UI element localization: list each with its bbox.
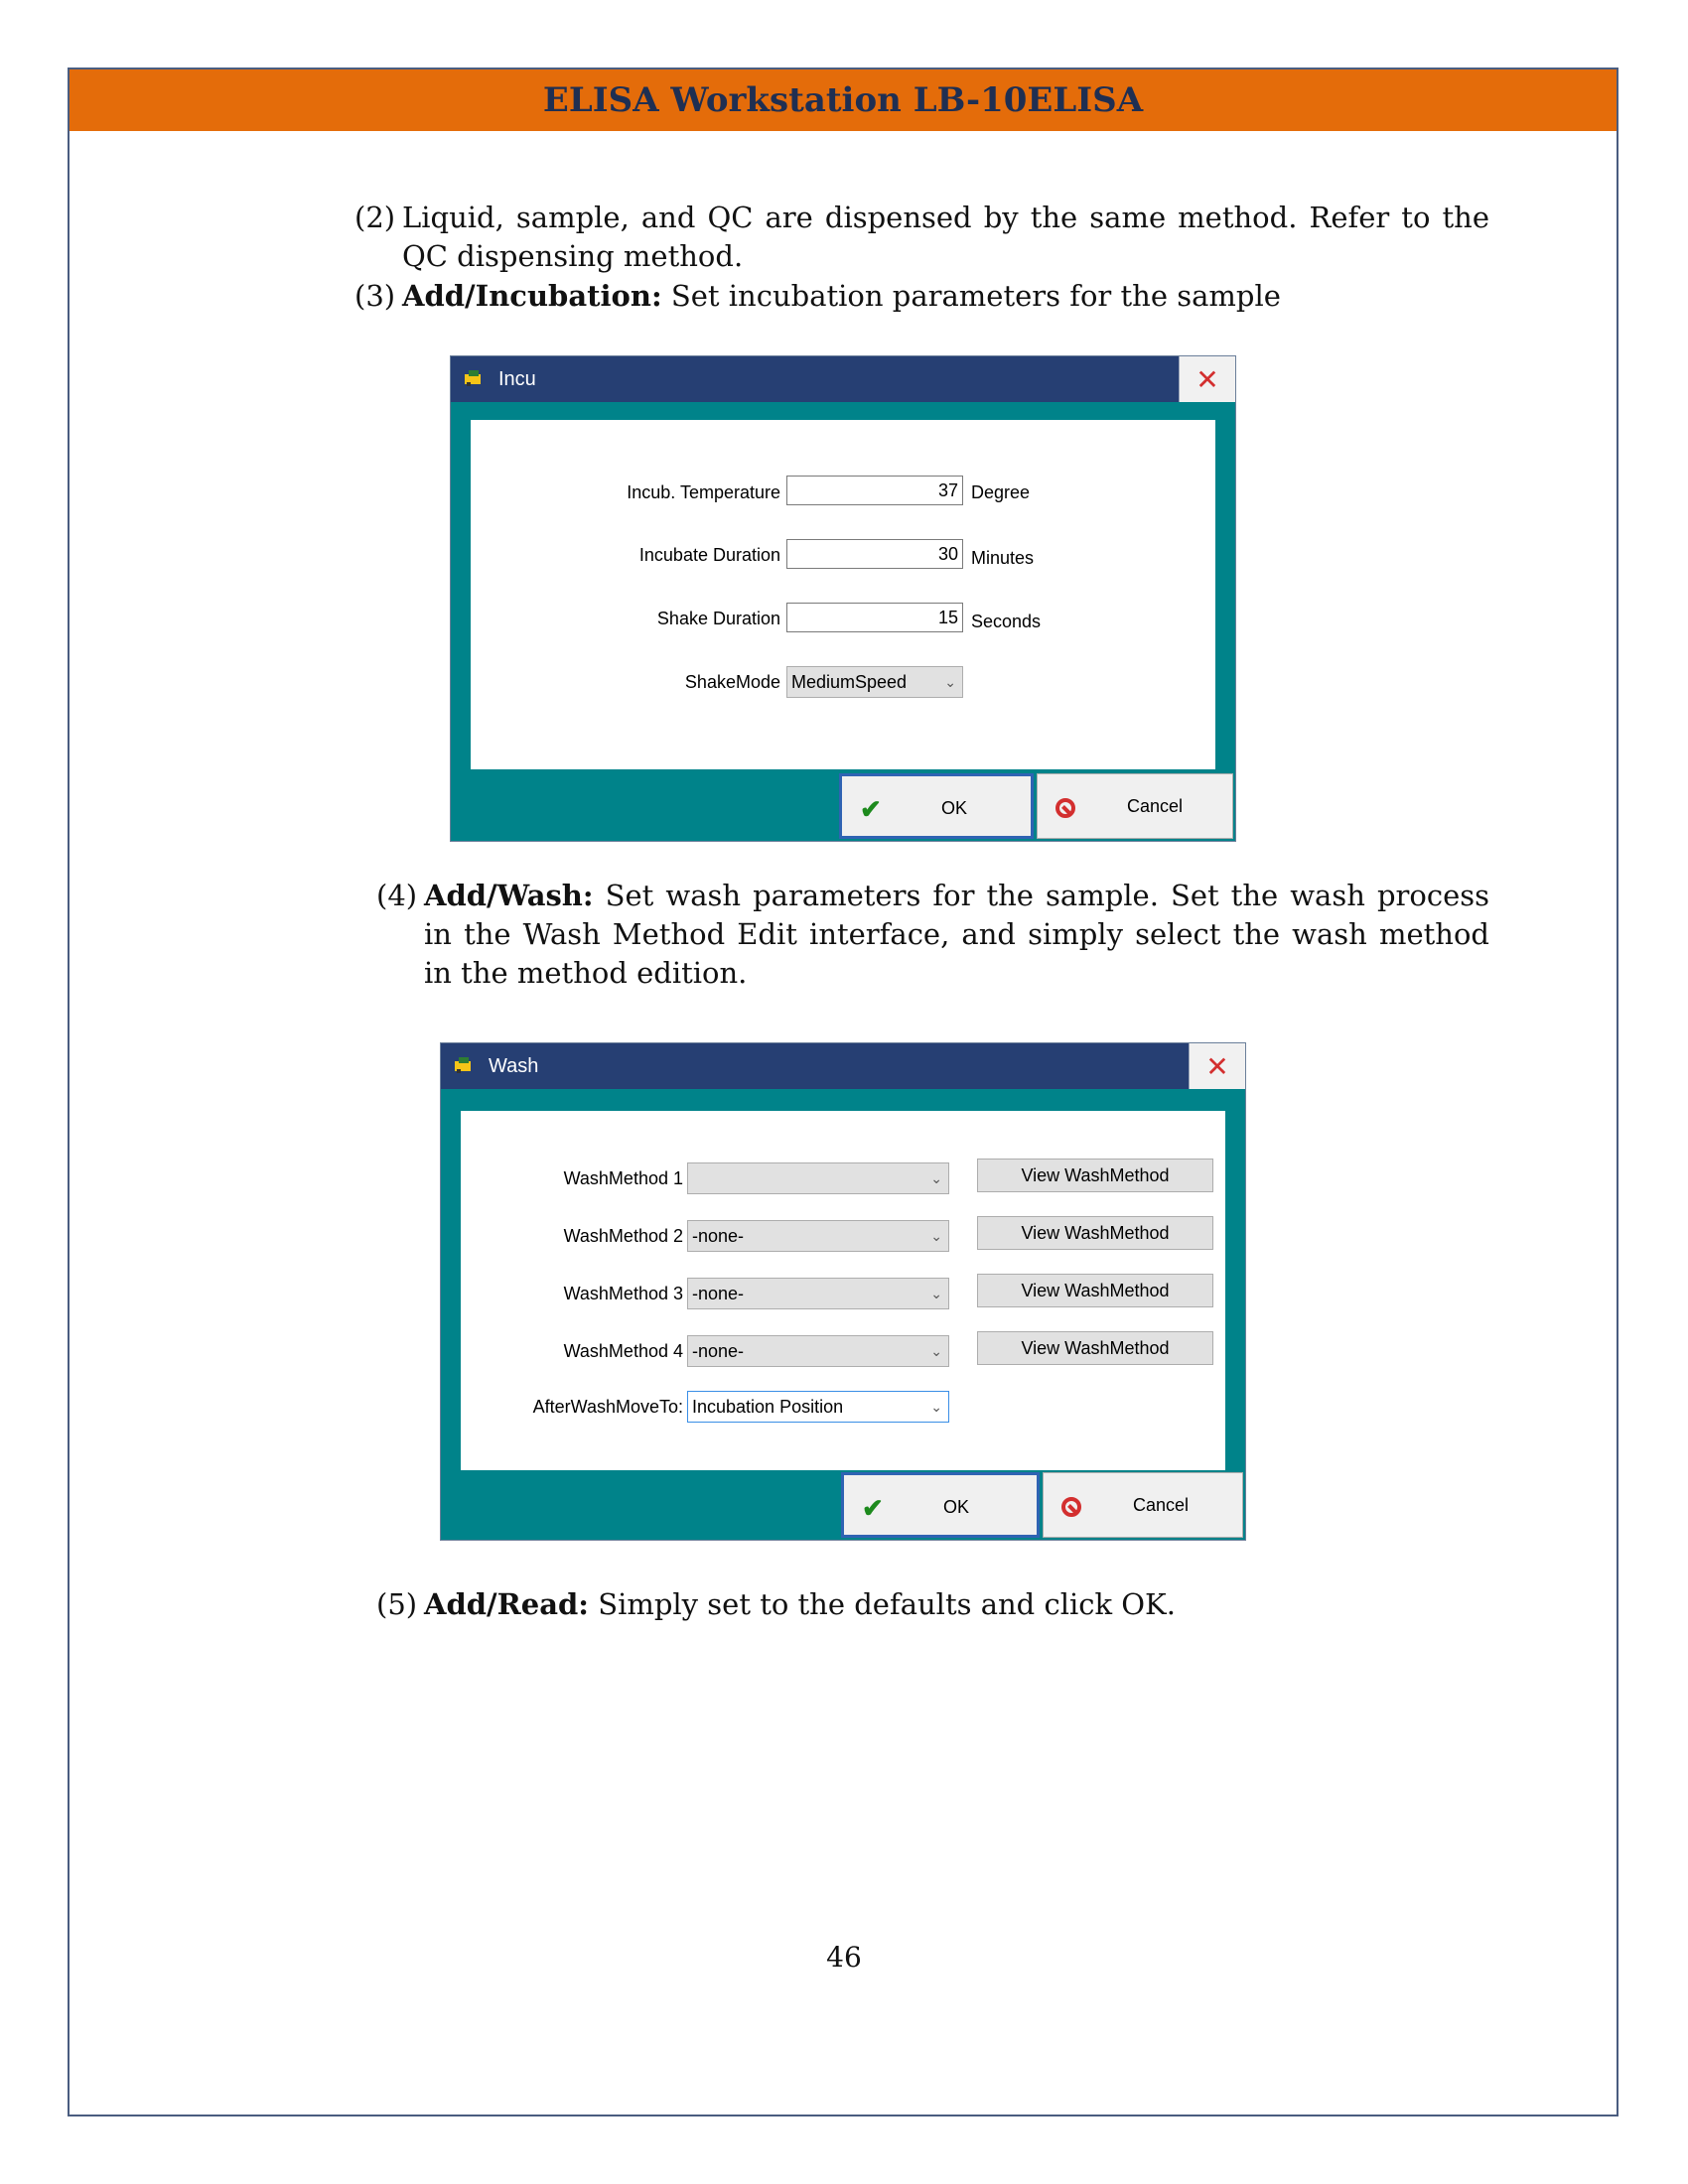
wash-method-2-select[interactable]	[687, 1220, 949, 1252]
checkmark-icon: ✔	[862, 1493, 884, 1523]
shake-mode-select[interactable]	[786, 666, 963, 698]
step-number: (3)	[354, 279, 396, 313]
close-button[interactable]	[1179, 356, 1235, 402]
shake-duration-input[interactable]: 15	[786, 603, 963, 632]
close-icon: ✕	[1205, 1050, 1229, 1082]
step-heading: Add/Wash:	[424, 879, 594, 912]
close-icon: ✕	[1196, 363, 1219, 395]
chevron-down-icon: ⌄	[944, 674, 956, 690]
unit-label: Degree	[971, 482, 1031, 502]
step-4	[376, 877, 1489, 993]
step-5	[376, 1585, 1489, 1624]
checkmark-icon: ✔	[860, 794, 882, 824]
step-number: (4)	[376, 879, 418, 912]
wash-dialog	[440, 1042, 1246, 1541]
chevron-down-icon: ⌄	[930, 1399, 942, 1415]
step-number: (5)	[376, 1587, 418, 1621]
step-text: Simply set to the defaults and click OK.	[588, 1587, 1176, 1621]
chevron-down-icon: ⌄	[930, 1170, 942, 1186]
field-label-shake-duration: Shake Duration	[656, 609, 780, 628]
step-heading: Add/Incubation:	[402, 279, 662, 313]
close-button[interactable]	[1189, 1043, 1245, 1089]
select-value: MediumSpeed	[791, 672, 908, 692]
unit-label: Seconds	[971, 612, 1042, 631]
temperature-input[interactable]: 37	[786, 476, 963, 505]
cancel-icon	[1061, 1493, 1081, 1524]
dialog-title: Wash	[489, 1055, 539, 1077]
select-value: Incubation Position	[692, 1397, 844, 1417]
unit-label: Minutes	[971, 548, 1035, 568]
dialog-title: Incu	[498, 368, 536, 390]
step-number: (2)	[354, 201, 396, 234]
header-title: ELISA Workstation LB-10ELISA	[542, 80, 1144, 120]
ok-button[interactable]	[841, 1472, 1040, 1538]
wash-method-label: WashMethod 4	[563, 1341, 683, 1361]
button-label: OK	[941, 798, 968, 818]
field-label-incubate-duration: Incubate Duration	[638, 545, 780, 565]
button-label: Cancel	[1133, 1495, 1190, 1515]
after-wash-label: AfterWashMoveTo:	[532, 1397, 683, 1417]
cancel-button[interactable]	[1037, 773, 1233, 839]
view-washmethod-1-button[interactable]: View WashMethod	[977, 1159, 1213, 1192]
wash-method-1-select[interactable]	[687, 1162, 949, 1194]
after-wash-move-to-select[interactable]	[687, 1391, 949, 1423]
incu-dialog	[450, 355, 1236, 842]
chevron-down-icon: ⌄	[930, 1343, 942, 1359]
field-label-shake-mode: ShakeMode	[684, 672, 780, 692]
step-text: Set incubation parameters for the sample	[661, 279, 1281, 313]
dialog-titlebar	[451, 356, 1235, 402]
cancel-button[interactable]	[1043, 1472, 1243, 1538]
wash-method-3-select[interactable]	[687, 1278, 949, 1309]
field-label-temperature: Incub. Temperature	[627, 482, 780, 502]
button-label: Cancel	[1127, 796, 1184, 816]
app-icon	[463, 368, 485, 388]
select-value: -none-	[692, 1341, 745, 1361]
step-2	[354, 199, 1489, 276]
select-value: -none-	[692, 1284, 745, 1303]
dialog-titlebar	[441, 1043, 1245, 1089]
chevron-down-icon: ⌄	[930, 1286, 942, 1301]
wash-method-4-select[interactable]	[687, 1335, 949, 1367]
page-header	[70, 69, 1617, 131]
step-3	[354, 277, 1489, 316]
dialog-body	[471, 420, 1215, 769]
view-washmethod-4-button[interactable]: View WashMethod	[977, 1331, 1213, 1365]
wash-method-label: WashMethod 1	[563, 1168, 683, 1188]
cancel-icon	[1055, 794, 1075, 825]
step-text: Liquid, sample, and QC are dispensed by the same method. Refer to the QC dispensing method.	[402, 201, 1489, 273]
view-washmethod-3-button[interactable]: View WashMethod	[977, 1274, 1213, 1307]
incubate-duration-input[interactable]: 30	[786, 539, 963, 569]
dialog-body	[461, 1111, 1225, 1470]
step-heading: Add/Read:	[424, 1587, 589, 1621]
select-value: -none-	[692, 1226, 745, 1246]
step-text: Set wash parameters for the sample. Set the wash process in the Wash Method Edit interface, and simply select the wash method in the method edition.	[424, 879, 1489, 990]
page-number: 46	[826, 1941, 862, 1974]
wash-method-label: WashMethod 2	[563, 1226, 683, 1246]
chevron-down-icon: ⌄	[930, 1228, 942, 1244]
ok-button[interactable]	[839, 773, 1034, 839]
app-icon	[453, 1055, 475, 1075]
view-washmethod-2-button[interactable]: View WashMethod	[977, 1216, 1213, 1250]
wash-method-label: WashMethod 3	[563, 1284, 683, 1303]
button-label: OK	[943, 1497, 970, 1517]
